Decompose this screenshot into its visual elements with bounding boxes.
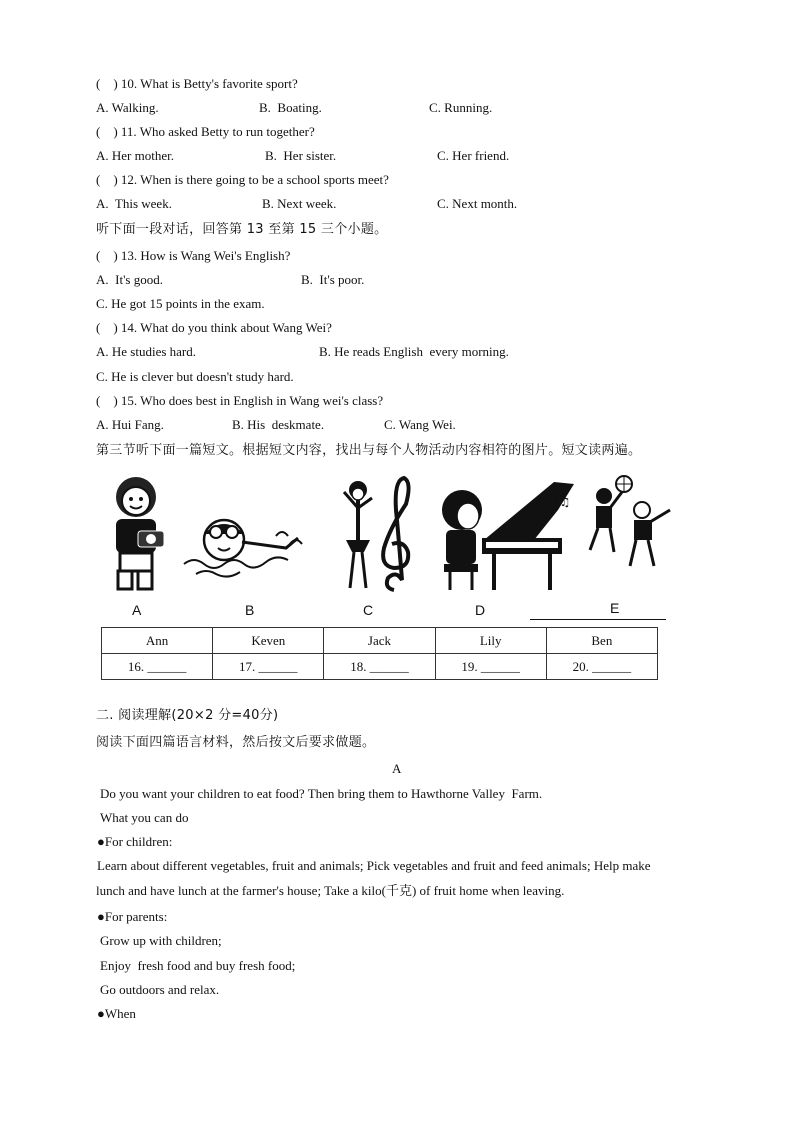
q10-option-b: B. Boating. [259,100,322,115]
passage-label: A [392,761,402,776]
q11-option-b: B. Her sister. [265,148,337,163]
answer-blank[interactable]: 20. ______ [546,654,657,680]
q14-option-c: C. He is clever but doesn't study hard. [96,369,294,384]
svg-text:♪♫: ♪♫ [552,495,571,509]
passage-line: Enjoy fresh food and buy fresh food; [100,958,296,973]
passage-line: Do you want your children to eat food? Then bring them to Hawthorne Valley Farm. [100,786,543,801]
answer-blank[interactable]: 18. ______ [324,654,435,680]
pictures-row [96,470,686,620]
answer-blank[interactable]: 16. ______ [102,654,213,680]
passage-line: Go outdoors and relax. [100,982,220,997]
piano-player-icon [434,480,584,590]
passage-line: ●For parents: [97,909,168,924]
question-11: ( ) 11. Who asked Betty to run together? [96,124,315,139]
passage-line: ●For children: [97,834,173,849]
name-cell: Keven [213,628,324,654]
passage-line: What you can do [100,810,189,825]
q11-option-a: A. Her mother. [96,148,174,163]
name-cell: Jack [324,628,435,654]
question-10: ( ) 10. What is Betty's favorite sport? [96,76,298,91]
question-12: ( ) 12. When is there going to be a school sports meet? [96,172,389,187]
q10-option-a: A. Walking. [96,100,159,115]
q12-option-a: A. This week. [96,196,172,211]
matching-table [101,627,658,680]
question-15: ( ) 15. Who does best in English in Wang wei's class? [96,393,384,408]
q11-option-c: C. Her friend. [437,148,510,163]
picture-label-a: A [132,602,142,618]
reading-instruction: 阅读下面四篇语言材料，然后按文后要求做题。 [96,735,376,750]
passage-line: Learn about different vegetables, fruit and animals; Pick vegetables and fruit and feed animals; Help make [97,858,651,873]
name-cell: Ann [102,628,213,654]
q15-option-c: C. Wang Wei. [384,417,456,432]
name-cell: Ben [546,628,657,654]
answer-blank[interactable]: 19. ______ [435,654,546,680]
picture-label-c: C [363,602,374,618]
q12-option-c: C. Next month. [437,196,518,211]
q14-option-b: B. He reads English every morning. [319,344,509,359]
q14-option-a: A. He studies hard. [96,344,197,359]
table-row-names [102,628,658,654]
passage-line: ●When [97,1006,136,1021]
q15-option-a: A. Hui Fang. [96,417,164,432]
passage-line: lunch and have lunch at the farmer's house; Take a kilo(千克) of fruit home when leaving. [96,883,565,898]
picture-label-d: D [475,602,486,618]
question-13: ( ) 13. How is Wang Wei's English? [96,248,291,263]
section3-instruction: 第三节听下面一篇短文。根据短文内容，找出与每个人物活动内容相符的图片。短文读两遍。 [96,443,642,458]
boy-with-camera-icon [102,475,172,595]
instruction-13-15: 听下面一段对话，回答第 13 至第 15 三个小题。 [96,222,388,237]
q10-option-c: C. Running. [429,100,493,115]
name-cell: Lily [435,628,546,654]
picture-label-b: B [245,602,255,618]
picture-label-e: E [610,600,620,616]
q13-option-a: A. It's good. [96,272,163,287]
answer-blank[interactable]: 17. ______ [213,654,324,680]
q12-option-b: B. Next week. [262,196,337,211]
dancer-music-note-icon [336,470,416,595]
swimmer-icon [176,508,306,588]
reading-heading: 二. 阅读理解(20×2 分=40分) [96,708,279,723]
q13-option-c: C. He got 15 points in the exam. [96,296,265,311]
question-14: ( ) 14. What do you think about Wang Wei? [96,320,332,335]
table-row-blanks [102,654,658,680]
divider [530,619,666,620]
q15-option-b: B. His deskmate. [232,417,325,432]
basketball-players-icon [584,474,684,590]
q13-option-b: B. It's poor. [301,272,365,287]
passage-line: Grow up with children; [100,933,222,948]
